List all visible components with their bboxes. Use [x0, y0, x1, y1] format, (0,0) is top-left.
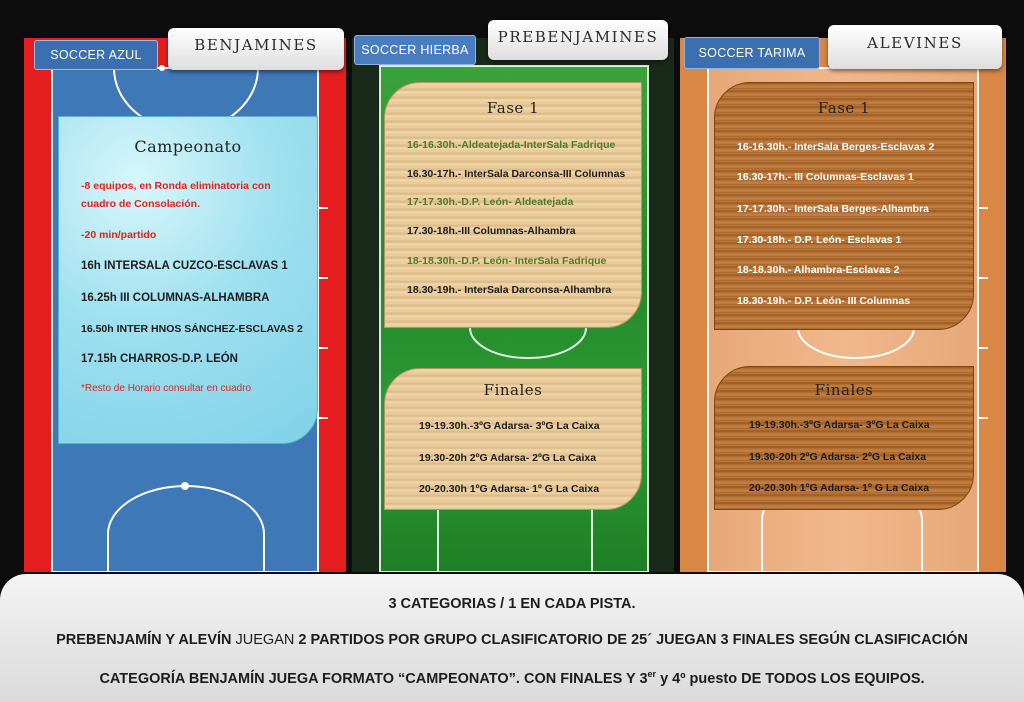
alevines-fase1-match: 17-17.30h.- InterSala Berges-Alhambra [737, 203, 929, 215]
category-label-prebenjamines: PREBENJAMINES [488, 20, 668, 60]
prebenjamines-finales-title: Finales [483, 381, 543, 399]
footer-text: 3 CATEGORIAS / 1 EN CADA PISTA. [388, 596, 636, 612]
alevines-fase1-match: 16.30-17h.- III Columnas-Esclavas 1 [737, 171, 914, 183]
prebenjamines-fase1-panel [384, 82, 642, 328]
alevines-finales-match: 19-19.30h.-3ºG Adarsa- 3ºG La Caixa [749, 419, 930, 431]
prebenjamines-fase1-title: Fase 1 [486, 99, 540, 117]
footer-line-format [0, 632, 1024, 648]
campeonato-match: 16h INTERSALA CUZCO-ESCLAVAS 1 [81, 260, 288, 272]
footer-text: JUEGAN [235, 632, 295, 648]
footer-info [0, 574, 1024, 702]
prebenjamines-finales-match: 20-20.30h 1ºG Adarsa- 1º G La Caixa [419, 483, 600, 495]
prebenjamines-finales-match: 19.30-20h 2ºG Adarsa- 2ºG La Caixa [419, 452, 597, 464]
footer-superscript: er [647, 669, 657, 679]
category-label-benjamines: BENJAMINES [168, 28, 344, 70]
campeonato-match: 16.50h INTER HNOS SÁNCHEZ-ESCLAVAS 2 [81, 323, 303, 335]
alevines-fase1-title: Fase 1 [817, 99, 871, 117]
prebenjamines-fase1-match: 17.30-18h.-III Columnas-Alhambra [407, 225, 576, 237]
campeonato-title: Campeonato [134, 137, 242, 156]
prebenjamines-finales-match: 19-19.30h.-3ºG Adarsa- 3ºG La Caixa [419, 420, 600, 432]
prebenjamines-fase1-match: 18-18.30h.-D.P. León- InterSala Fadrique [407, 255, 607, 267]
alevines-fase1-panel [714, 82, 974, 330]
alevines-finales-match: 20-20.30h 1ºG Adarsa- 1º G La Caixa [749, 482, 930, 494]
campeonato-note: *Resto de Horario consultar en cuadro [81, 383, 252, 394]
alevines-fase1-match: 18-18.30h.- Alhambra-Esclavas 2 [737, 264, 900, 276]
court-tab-soccer-hierba: SOCCER HIERBA [354, 35, 476, 65]
campeonato-duration: -20 min/partido [81, 229, 157, 241]
alevines-fase1-match: 18.30-19h.- D.P. León- III Columnas [737, 295, 911, 307]
prebenjamines-finales-panel [384, 368, 642, 510]
campeonato-panel [58, 116, 318, 444]
footer-text: 2 PARTIDOS POR GRUPO CLASIFICATORIO DE 25´ JUEGAN 3 FINALES SEGÚN CLASIFICACIÓN [298, 632, 968, 648]
court-tab-soccer-tarima: SOCCER TARIMA [684, 37, 820, 69]
alevines-finales-title: Finales [814, 381, 874, 399]
alevines-finales-panel [714, 366, 974, 510]
prebenjamines-fase1-match: 16.30-17h.- InterSala Darconsa-III Columnas [407, 168, 626, 180]
alevines-finales-match: 19.30-20h 2ºG Adarsa- 2ºG La Caixa [749, 451, 927, 463]
footer-text: CATEGORÍA BENJAMÍN JUEGA FORMATO “CAMPEONATO”. CON FINALES Y 3 [99, 670, 648, 687]
footer-line-categories [0, 596, 1024, 612]
footer-text: y 4º puesto DE TODOS LOS EQUIPOS. [656, 670, 925, 687]
campeonato-match: 17.15h CHARROS-D.P. LEÓN [81, 353, 238, 365]
footer-line-benjamin [0, 669, 1024, 687]
prebenjamines-fase1-match: 18.30-19h.- InterSala Darconsa-Alhambra [407, 284, 612, 296]
campeonato-format: -8 equipos, en Ronda eliminatoria con [81, 180, 271, 192]
prebenjamines-fase1-match: 16-16.30h.-Aldeatejada-InterSala Fadrique [407, 139, 616, 151]
prebenjamines-fase1-match: 17-17.30h.-D.P. León- Aldeatejada [407, 196, 574, 208]
alevines-fase1-match: 16-16.30h.- InterSala Berges-Esclavas 2 [737, 141, 935, 153]
campeonato-format-cont: cuadro de Consolación. [81, 198, 201, 210]
court-tab-soccer-azul: SOCCER AZUL [34, 40, 158, 70]
footer-text: PREBENJAMÍN Y ALEVÍN [56, 632, 232, 648]
campeonato-match: 16.25h III COLUMNAS-ALHAMBRA [81, 292, 270, 304]
alevines-fase1-match: 17.30-18h.- D.P. León- Esclavas 1 [737, 234, 902, 246]
category-label-alevines: ALEVINES [828, 25, 1002, 69]
